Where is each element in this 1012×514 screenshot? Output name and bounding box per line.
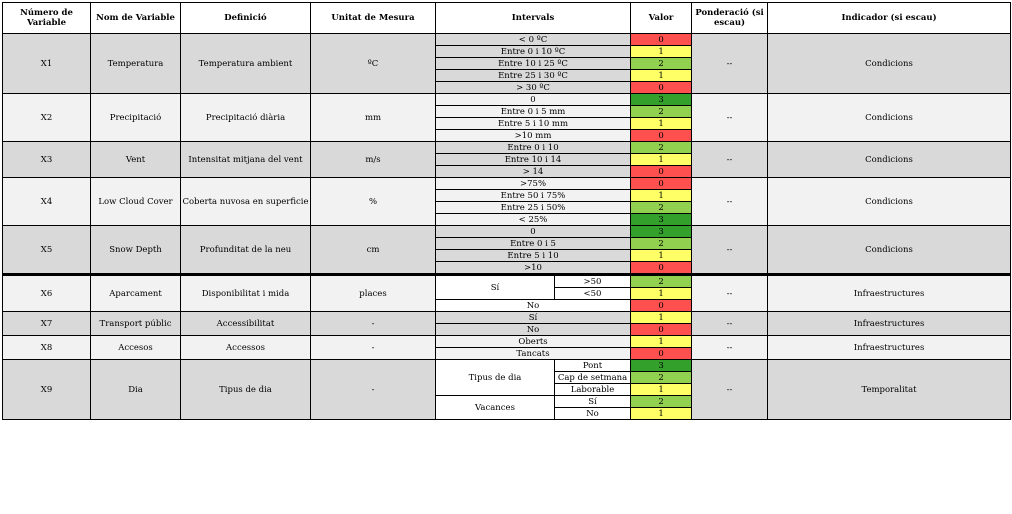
value-cell: 0 bbox=[631, 348, 692, 360]
var-def: Accessibilitat bbox=[181, 312, 311, 336]
interval-cell: No bbox=[436, 300, 631, 312]
var-weight: -- bbox=[692, 94, 768, 142]
header-weight: Ponderació (si escau) bbox=[692, 3, 768, 34]
var-indicator: Condicions bbox=[768, 226, 1011, 275]
var-name: Dia bbox=[91, 360, 181, 420]
var-name: Accesos bbox=[91, 336, 181, 360]
header-num: Número de Variable bbox=[3, 3, 91, 34]
value-cell: 2 bbox=[631, 238, 692, 250]
interval-cell: >10 mm bbox=[436, 130, 631, 142]
var-num: X9 bbox=[3, 360, 91, 420]
var-num: X6 bbox=[3, 275, 91, 312]
value-cell: 2 bbox=[631, 372, 692, 384]
interval-cell: >50 bbox=[555, 275, 631, 288]
table-row bbox=[3, 360, 1011, 372]
interval-cell: Laborable bbox=[555, 384, 631, 396]
var-indicator: Infraestructures bbox=[768, 312, 1011, 336]
header-name: Nom de Variable bbox=[91, 3, 181, 34]
var-name: Vent bbox=[91, 142, 181, 178]
table-row bbox=[3, 275, 1011, 288]
var-unit: - bbox=[311, 336, 436, 360]
value-cell: 1 bbox=[631, 288, 692, 300]
var-num: X4 bbox=[3, 178, 91, 226]
interval-cell: Cap de setmana bbox=[555, 372, 631, 384]
interval-cell: No bbox=[436, 324, 631, 336]
var-num: X1 bbox=[3, 34, 91, 94]
value-cell: 0 bbox=[631, 82, 692, 94]
header-indicator: Indicador (si escau) bbox=[768, 3, 1011, 34]
value-cell: 1 bbox=[631, 118, 692, 130]
interval-cell: Entre 5 i 10 bbox=[436, 250, 631, 262]
table-row bbox=[3, 226, 1011, 238]
interval-cell: Entre 10 i 25 ºC bbox=[436, 58, 631, 70]
var-num: X5 bbox=[3, 226, 91, 275]
value-cell: 2 bbox=[631, 106, 692, 118]
var-weight: -- bbox=[692, 312, 768, 336]
value-cell: 1 bbox=[631, 408, 692, 420]
interval-cell: Entre 10 i 14 bbox=[436, 154, 631, 166]
interval-cell: Sí bbox=[436, 312, 631, 324]
interval-cell: Entre 25 i 50% bbox=[436, 202, 631, 214]
interval-cell: Entre 25 i 30 ºC bbox=[436, 70, 631, 82]
value-cell: 0 bbox=[631, 300, 692, 312]
interval-cell: 0 bbox=[436, 94, 631, 106]
var-weight: -- bbox=[692, 226, 768, 275]
var-weight: -- bbox=[692, 336, 768, 360]
value-cell: 2 bbox=[631, 275, 692, 288]
var-unit: - bbox=[311, 360, 436, 420]
var-def: Temperatura ambient bbox=[181, 34, 311, 94]
value-cell: 2 bbox=[631, 142, 692, 154]
var-name: Low Cloud Cover bbox=[91, 178, 181, 226]
var-unit: places bbox=[311, 275, 436, 312]
var-indicator: Condicions bbox=[768, 142, 1011, 178]
var-name: Temperatura bbox=[91, 34, 181, 94]
var-num: X7 bbox=[3, 312, 91, 336]
interval-cell: < 25% bbox=[436, 214, 631, 226]
var-name: Aparcament bbox=[91, 275, 181, 312]
table-row bbox=[3, 142, 1011, 154]
value-cell: 2 bbox=[631, 396, 692, 408]
value-cell: 0 bbox=[631, 178, 692, 190]
value-cell: 1 bbox=[631, 384, 692, 396]
var-num: X3 bbox=[3, 142, 91, 178]
interval-cell: 0 bbox=[436, 226, 631, 238]
table-row bbox=[3, 178, 1011, 190]
var-indicator: Condicions bbox=[768, 94, 1011, 142]
value-cell: 1 bbox=[631, 46, 692, 58]
interval-cell: Entre 0 i 10 bbox=[436, 142, 631, 154]
interval-cell: <50 bbox=[555, 288, 631, 300]
var-unit: ºC bbox=[311, 34, 436, 94]
interval-cell: Oberts bbox=[436, 336, 631, 348]
header-unit: Unitat de Mesura bbox=[311, 3, 436, 34]
var-indicator: Temporalitat bbox=[768, 360, 1011, 420]
var-indicator: Condicions bbox=[768, 178, 1011, 226]
interval-cell: < 0 ºC bbox=[436, 34, 631, 46]
var-def: Tipus de dia bbox=[181, 360, 311, 420]
var-weight: -- bbox=[692, 142, 768, 178]
table-row bbox=[3, 312, 1011, 324]
var-indicator: Condicions bbox=[768, 34, 1011, 94]
header-def: Definició bbox=[181, 3, 311, 34]
header-intervals: Intervals bbox=[436, 3, 631, 34]
var-def: Disponibilitat i mida bbox=[181, 275, 311, 312]
var-weight: -- bbox=[692, 275, 768, 312]
value-cell: 3 bbox=[631, 94, 692, 106]
var-unit: cm bbox=[311, 226, 436, 275]
value-cell: 3 bbox=[631, 226, 692, 238]
value-cell: 1 bbox=[631, 154, 692, 166]
value-cell: 1 bbox=[631, 250, 692, 262]
var-name: Precipitació bbox=[91, 94, 181, 142]
interval-cell: >75% bbox=[436, 178, 631, 190]
variables-table bbox=[2, 2, 1011, 420]
var-def: Intensitat mitjana del vent bbox=[181, 142, 311, 178]
interval-cell: Entre 0 i 5 mm bbox=[436, 106, 631, 118]
var-def: Profunditat de la neu bbox=[181, 226, 311, 275]
var-def: Precipitació diària bbox=[181, 94, 311, 142]
var-weight: -- bbox=[692, 360, 768, 420]
interval-group-label: Tipus de dia bbox=[436, 360, 555, 396]
interval-cell: Entre 0 i 10 ºC bbox=[436, 46, 631, 58]
value-cell: 1 bbox=[631, 190, 692, 202]
header-value: Valor bbox=[631, 3, 692, 34]
var-unit: m/s bbox=[311, 142, 436, 178]
table-row bbox=[3, 94, 1011, 106]
var-num: X8 bbox=[3, 336, 91, 360]
value-cell: 1 bbox=[631, 336, 692, 348]
var-unit: % bbox=[311, 178, 436, 226]
var-def: Coberta nuvosa en superficie bbox=[181, 178, 311, 226]
interval-cell: Entre 5 i 10 mm bbox=[436, 118, 631, 130]
var-weight: -- bbox=[692, 178, 768, 226]
header-row bbox=[3, 3, 1011, 34]
interval-cell: > 14 bbox=[436, 166, 631, 178]
interval-cell: Tancats bbox=[436, 348, 631, 360]
value-cell: 1 bbox=[631, 312, 692, 324]
interval-cell: Pont bbox=[555, 360, 631, 372]
value-cell: 1 bbox=[631, 70, 692, 82]
value-cell: 0 bbox=[631, 324, 692, 336]
interval-cell: > 30 ºC bbox=[436, 82, 631, 94]
interval-group-label: Vacances bbox=[436, 396, 555, 420]
var-unit: mm bbox=[311, 94, 436, 142]
var-unit: - bbox=[311, 312, 436, 336]
var-name: Snow Depth bbox=[91, 226, 181, 275]
var-num: X2 bbox=[3, 94, 91, 142]
var-weight: -- bbox=[692, 34, 768, 94]
value-cell: 2 bbox=[631, 58, 692, 70]
value-cell: 0 bbox=[631, 130, 692, 142]
table-row bbox=[3, 34, 1011, 46]
value-cell: 0 bbox=[631, 34, 692, 46]
interval-group-label: Sí bbox=[436, 275, 555, 300]
interval-cell: Entre 50 i 75% bbox=[436, 190, 631, 202]
value-cell: 0 bbox=[631, 166, 692, 178]
value-cell: 3 bbox=[631, 214, 692, 226]
value-cell: 2 bbox=[631, 202, 692, 214]
var-name: Transport públic bbox=[91, 312, 181, 336]
interval-cell: Entre 0 i 5 bbox=[436, 238, 631, 250]
var-indicator: Infraestructures bbox=[768, 275, 1011, 312]
table-row bbox=[3, 336, 1011, 348]
interval-cell: >10 bbox=[436, 262, 631, 275]
var-def: Accessos bbox=[181, 336, 311, 360]
interval-cell: Sí bbox=[555, 396, 631, 408]
value-cell: 0 bbox=[631, 262, 692, 275]
value-cell: 3 bbox=[631, 360, 692, 372]
var-indicator: Infraestructures bbox=[768, 336, 1011, 360]
interval-cell: No bbox=[555, 408, 631, 420]
